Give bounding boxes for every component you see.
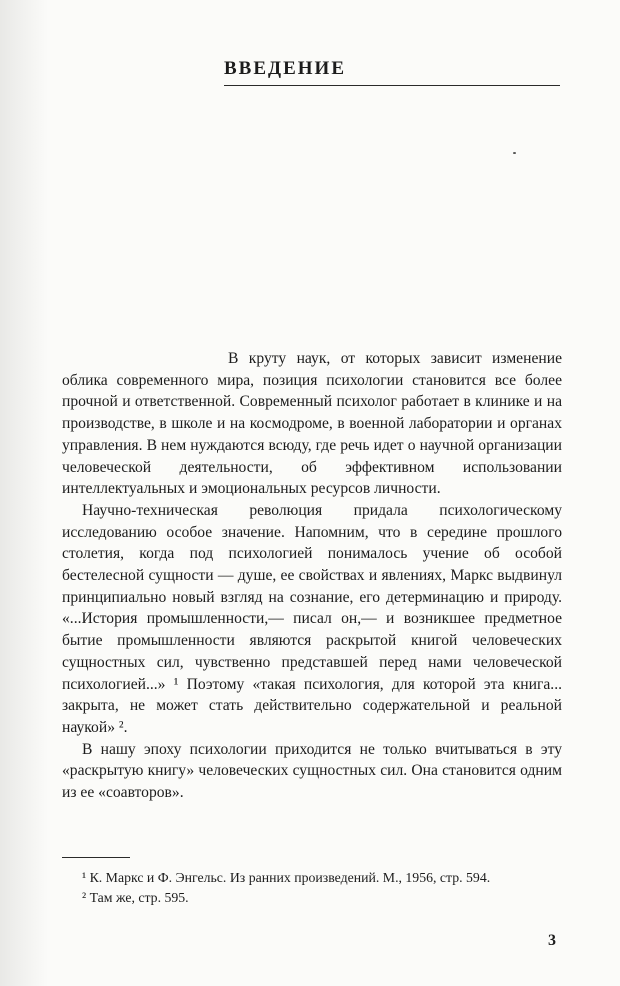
paragraph-3: В нашу эпоху психологии приходится не только вчитываться в эту «раскрытую книгу» человеческих сущностных сил. Она становится одним из ее «соавторов». <box>62 740 562 802</box>
body-text <box>62 348 562 804</box>
ink-speck <box>513 152 516 154</box>
footnotes <box>62 868 562 908</box>
page-number: 3 <box>548 932 556 949</box>
scan-shadow <box>0 0 48 986</box>
paragraph-1: В круту наук, от которых зависит изменение облика современного мира, позиция психологии становится все более прочной и ответственной. Современный психолог работает в клинике и на производстве, в школе и на космодроме, в военной лаборатории и органах управления. В нем нуждаются всюду, где речь идет о научной организации человеческой деятельности, об эффективном использовании интеллектуальных и эмоциональных ресурсов личности. <box>62 350 562 498</box>
footnote-rule <box>62 857 130 858</box>
chapter-title: ВВЕДЕНИЕ <box>224 58 346 79</box>
footnote-1: ¹ К. Маркс и Ф. Энгельс. Из ранних произведений. М., 1956, стр. 594. <box>82 870 491 885</box>
paragraph-2: Научно-техническая революция придала психологическому исследованию особое значение. Напомним, что в середине прошлого столетия, когда под психологией понималось учение об особой бестелесной сущности — душе, ее свойствах и явлениях, Маркс выдвинул принципиально новый взгляд на сознание, его детерминацию и природу. «...История промышленности,— писал он,— и возникшее предметное бытие промышленности являются раскрытой книгой человеческих сущностных сил, чувственно представшей перед нами человеческой психологией...» ¹ Поэтому «такая психология, для которой эта книга... закрыта, не может стать действительно содержательной и реальной наукой» ². <box>62 501 562 736</box>
title-rule <box>224 85 560 86</box>
footnote-2: ² Там же, стр. 595. <box>82 890 189 905</box>
chapter-header <box>224 58 560 88</box>
